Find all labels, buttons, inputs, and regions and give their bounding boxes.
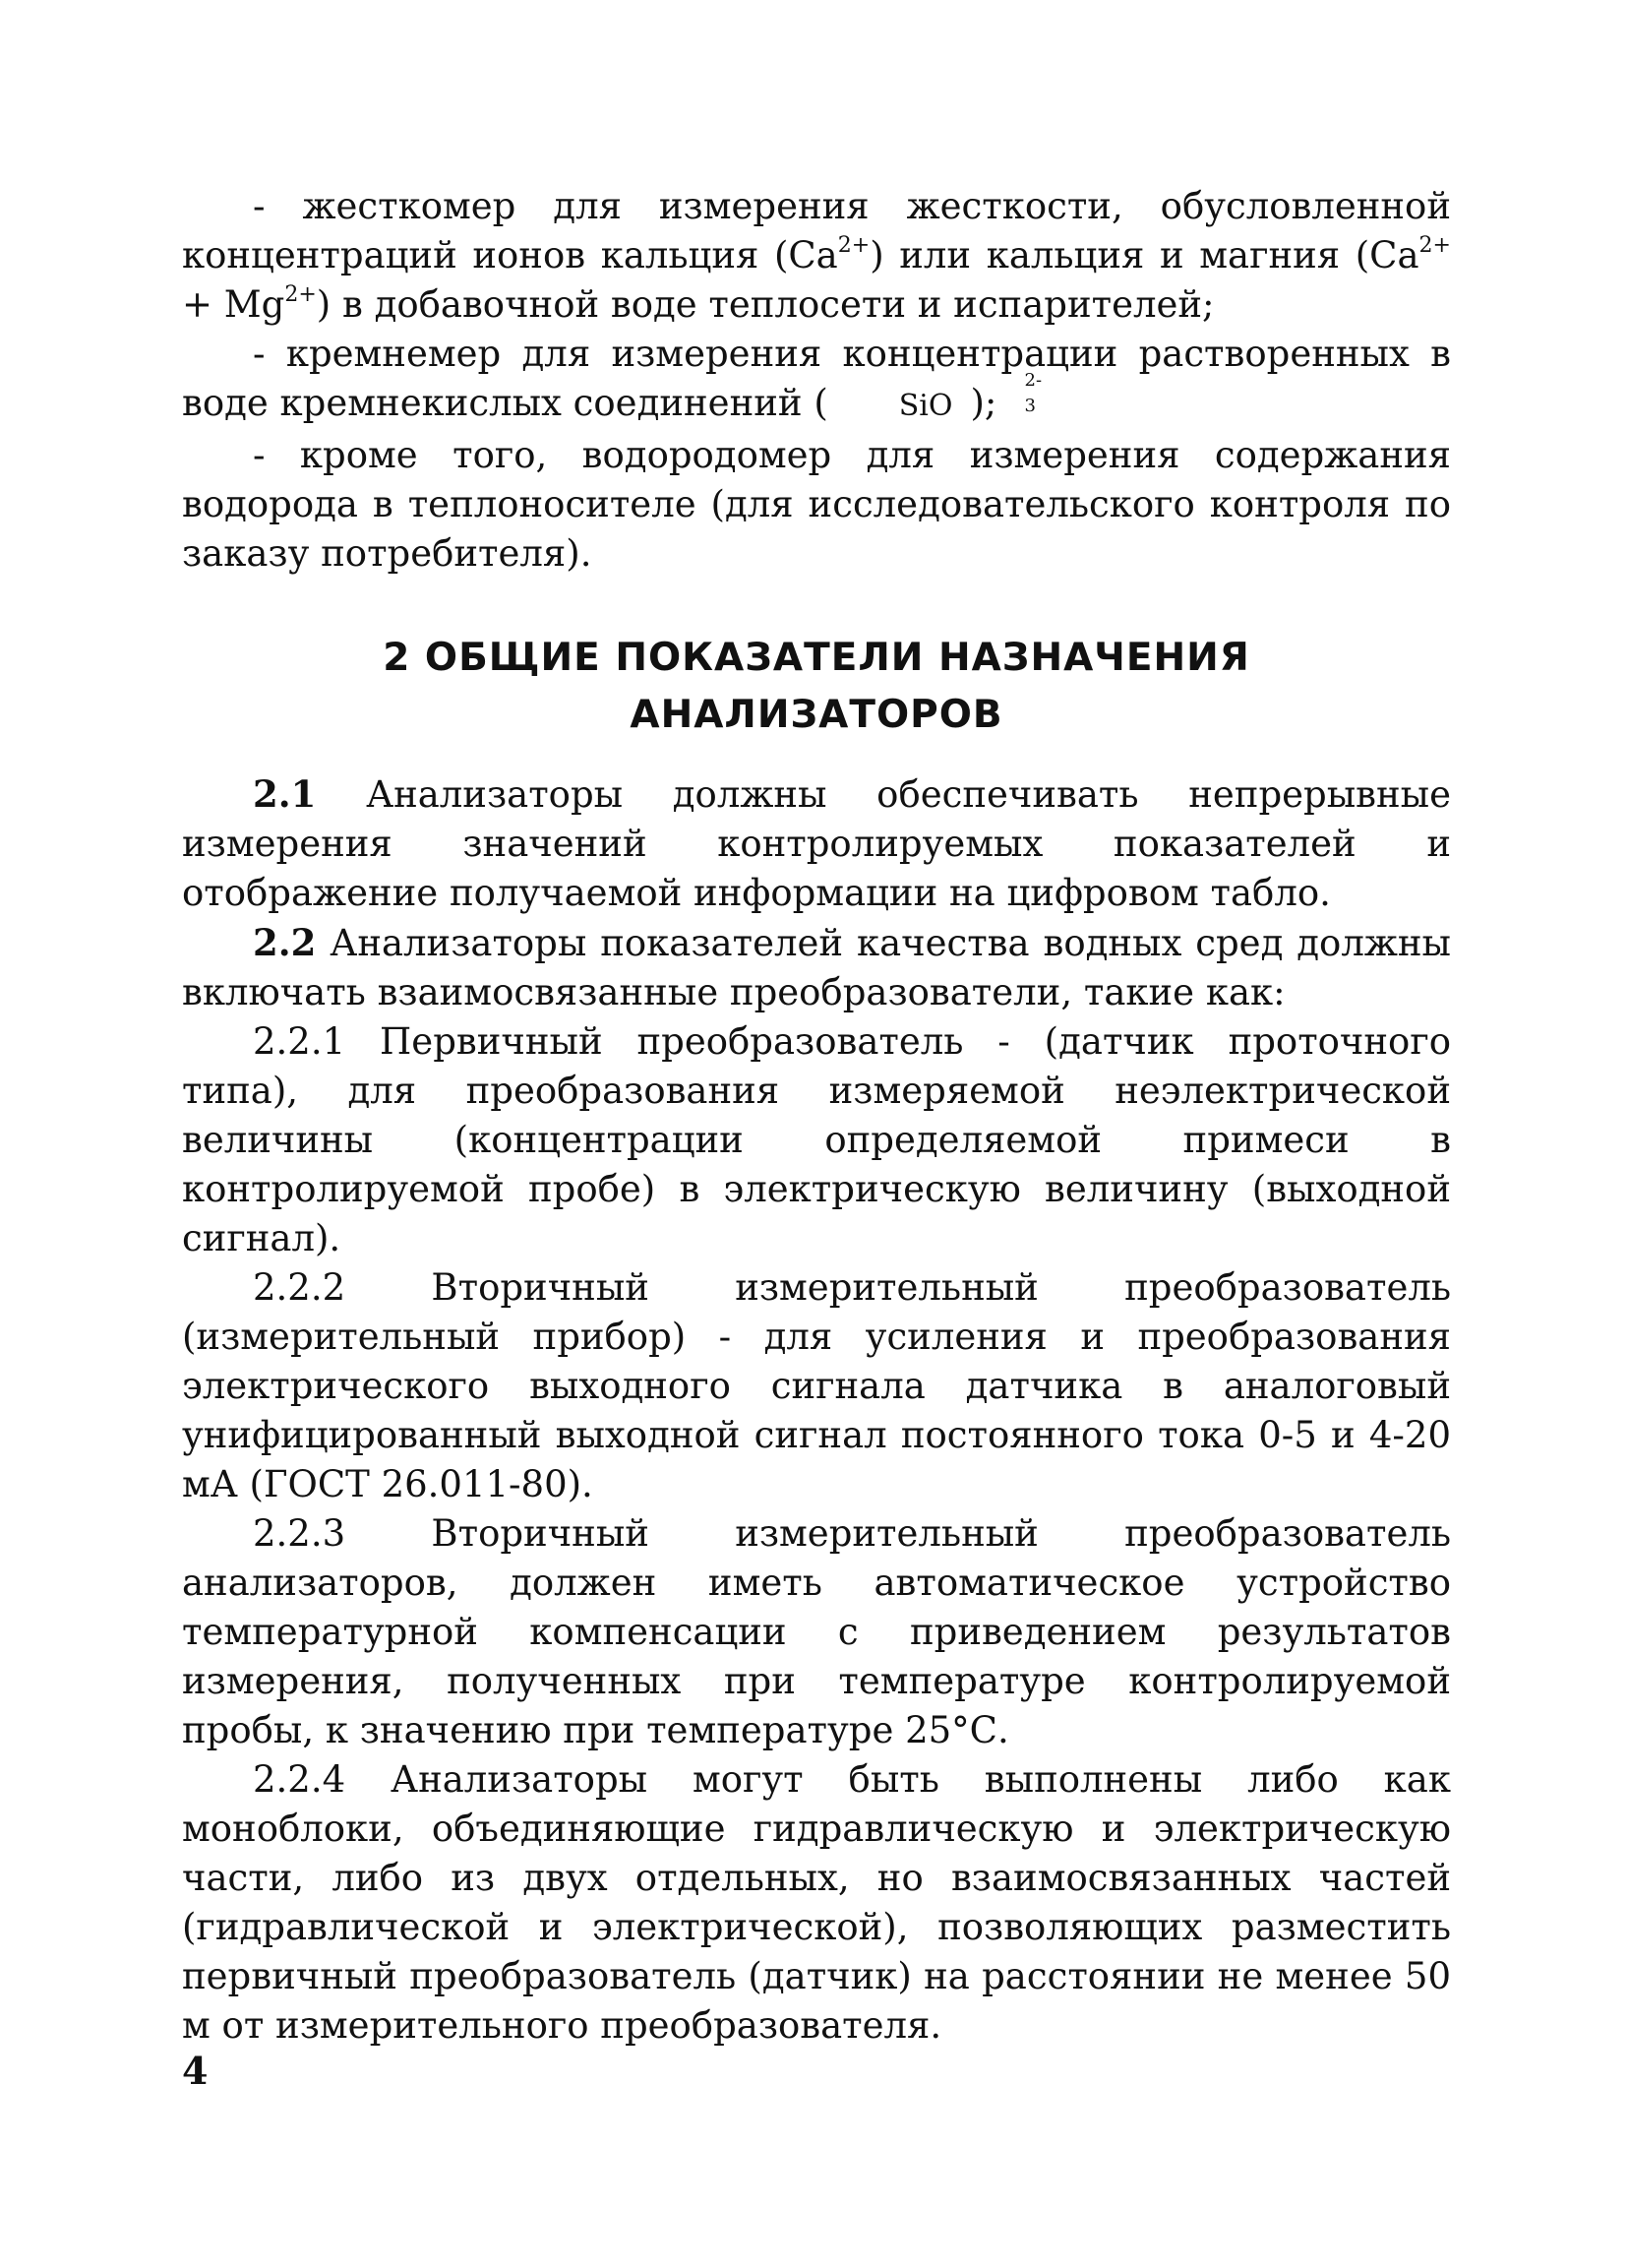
clause-number: 2.2	[253, 921, 317, 964]
clause-2-1	[182, 769, 1451, 918]
clause-text: Вторичный измерительный преобразователь (измерительный прибор) - для усиления и преобразования электрического выходного сигнала датчика в аналоговый унифицированный выходной сигнал постоянного тока 0-5 и 4-20 мА (ГОСТ 26.011-80).	[182, 1266, 1451, 1505]
clause-text: Анализаторы могут быть выполнены либо как моноблоки, объединяющие гидравлическую и электрическую части, либо из двух отдельных, но взаимосвязанных частей (гидравлической и электрической), позволяющих разместить первичный преобразователь (датчик) на расстоянии не менее 50 м от измерительного преобразователя.	[182, 1758, 1451, 2047]
intro-bullet-list	[182, 182, 1451, 579]
silicate-formula	[828, 370, 1043, 431]
bullet-text-part: - кремнемер для измерения концентрации растворенных в воде кремнекислых соединений (	[182, 333, 1451, 424]
clause-number: 2.2.3	[253, 1512, 346, 1555]
bullet-text-part: ) в добавочной воде теплосети и испарителей;	[316, 283, 1215, 326]
ion-charge: 2+	[837, 233, 871, 258]
bullet-text-part: ) или кальция и магния (Ca	[870, 234, 1419, 276]
clause-number: 2.2.2	[253, 1266, 346, 1309]
clause-number: 2.2.4	[253, 1758, 346, 1801]
bullet-hardness-meter	[182, 182, 1451, 330]
ion-charge: 2+	[1418, 233, 1451, 258]
formula-base: SiO	[898, 389, 953, 423]
clause-text: Анализаторы показателей качества водных сред должны включать взаимосвязанные преобразователи, такие как:	[182, 922, 1451, 1013]
clause-2-2-4	[182, 1755, 1451, 2051]
clause-text: Анализаторы должны обеспечивать непрерывные измерения значений контролируемых показателей и отображение получаемой информации на цифровом табло.	[182, 773, 1451, 914]
clause-2-2	[182, 918, 1451, 1017]
section-heading-line-1: 2 ОБЩИЕ ПОКАЗАТЕЛИ НАЗНАЧЕНИЯ	[383, 636, 1250, 680]
bullet-text-part: + Mg	[182, 283, 285, 326]
page-number: 4	[182, 2049, 209, 2093]
clause-text: Первичный преобразователь - (датчик проточного типа), для преобразования измеряемой неэлектрической величины (концентрации определяемой примеси в контролируемой пробе) в электрическую величину (выходной сигнал).	[182, 1020, 1451, 1259]
clause-2-2-3	[182, 1509, 1451, 1755]
section-heading-line-2: АНАЛИЗАТОРОВ	[630, 693, 1003, 737]
clause-2-2-2	[182, 1263, 1451, 1509]
bullet-hydrogen-meter: - кроме того, водородомер для измерения содержания водорода в теплоносителе (для исследовательского контроля по заказу потребителя).	[182, 434, 1451, 575]
bullet-text-part: );	[970, 382, 997, 424]
bullet-text-part: - жесткомер для измерения жесткости, обусловленной концентраций ионов кальция (Ca	[182, 185, 1451, 276]
formula-charge: 2-	[1024, 370, 1043, 391]
formula-index: 3	[1024, 396, 1036, 416]
clause-text: Вторичный измерительный преобразователь анализаторов, должен иметь автоматическое устройство температурной компенсации с приведением результатов измерения, полученных при температуре контролируемой пробы, к значению при температуре 25°С.	[182, 1512, 1451, 1751]
section-body	[182, 769, 1451, 2051]
clause-number: 2.2.1	[253, 1020, 346, 1063]
clause-number: 2.1	[253, 772, 317, 816]
clause-2-2-1	[182, 1017, 1451, 1263]
bullet-silicon-meter	[182, 330, 1451, 431]
section-heading	[182, 630, 1451, 744]
ion-charge: 2+	[284, 282, 317, 307]
